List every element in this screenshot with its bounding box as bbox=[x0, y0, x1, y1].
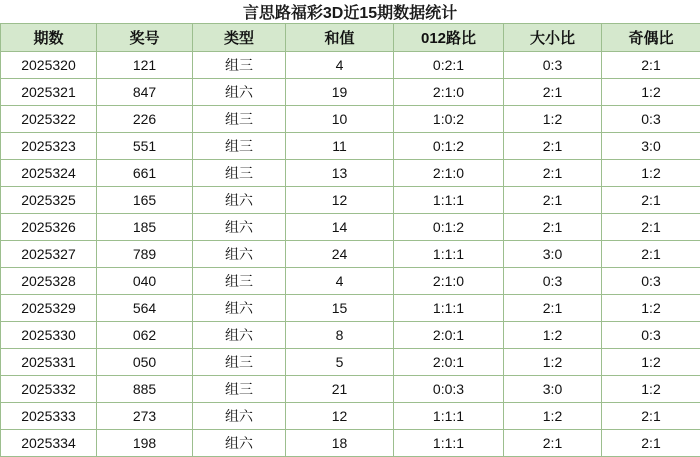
table-row bbox=[1, 214, 700, 241]
cell-012-ratio: 1:1:1 bbox=[394, 295, 504, 322]
page-title: 言思路福彩3D近15期数据统计 bbox=[243, 0, 457, 23]
cell-number: 273 bbox=[97, 403, 193, 430]
cell-big-small-ratio: 2:1 bbox=[504, 430, 602, 457]
cell-type: 组六 bbox=[193, 241, 286, 268]
cell-odd-even-ratio: 1:2 bbox=[602, 295, 700, 322]
cell-odd-even-ratio: 1:2 bbox=[602, 79, 700, 106]
cell-type: 组六 bbox=[193, 430, 286, 457]
cell-sum: 10 bbox=[286, 106, 394, 133]
cell-big-small-ratio: 0:3 bbox=[504, 52, 602, 79]
cell-odd-even-ratio: 3:0 bbox=[602, 133, 700, 160]
cell-big-small-ratio: 3:0 bbox=[504, 376, 602, 403]
cell-sum: 12 bbox=[286, 187, 394, 214]
cell-sum: 4 bbox=[286, 268, 394, 295]
cell-period: 2025324 bbox=[1, 160, 97, 187]
cell-sum: 4 bbox=[286, 52, 394, 79]
cell-big-small-ratio: 1:2 bbox=[504, 403, 602, 430]
cell-odd-even-ratio: 0:3 bbox=[602, 268, 700, 295]
table-row bbox=[1, 349, 700, 376]
cell-012-ratio: 1:1:1 bbox=[394, 241, 504, 268]
cell-period: 2025332 bbox=[1, 376, 97, 403]
column-header-odd-even-ratio: 奇偶比 bbox=[602, 24, 700, 52]
cell-type: 组三 bbox=[193, 52, 286, 79]
cell-odd-even-ratio: 2:1 bbox=[602, 430, 700, 457]
cell-big-small-ratio: 2:1 bbox=[504, 214, 602, 241]
column-header-number: 奖号 bbox=[97, 24, 193, 52]
cell-odd-even-ratio: 1:2 bbox=[602, 376, 700, 403]
cell-big-small-ratio: 2:1 bbox=[504, 295, 602, 322]
cell-period: 2025322 bbox=[1, 106, 97, 133]
cell-012-ratio: 2:1:0 bbox=[394, 79, 504, 106]
cell-odd-even-ratio: 1:2 bbox=[602, 160, 700, 187]
cell-number: 789 bbox=[97, 241, 193, 268]
cell-012-ratio: 1:0:2 bbox=[394, 106, 504, 133]
table-header-row bbox=[1, 24, 700, 52]
column-header-012-ratio: 012路比 bbox=[394, 24, 504, 52]
cell-sum: 5 bbox=[286, 349, 394, 376]
cell-big-small-ratio: 2:1 bbox=[504, 79, 602, 106]
cell-big-small-ratio: 1:2 bbox=[504, 106, 602, 133]
cell-number: 040 bbox=[97, 268, 193, 295]
cell-type: 组三 bbox=[193, 268, 286, 295]
cell-period: 2025323 bbox=[1, 133, 97, 160]
cell-012-ratio: 2:1:0 bbox=[394, 160, 504, 187]
cell-type: 组三 bbox=[193, 133, 286, 160]
cell-number: 198 bbox=[97, 430, 193, 457]
cell-period: 2025325 bbox=[1, 187, 97, 214]
cell-period: 2025328 bbox=[1, 268, 97, 295]
cell-number: 121 bbox=[97, 52, 193, 79]
cell-number: 062 bbox=[97, 322, 193, 349]
cell-sum: 8 bbox=[286, 322, 394, 349]
cell-big-small-ratio: 2:1 bbox=[504, 133, 602, 160]
cell-type: 组六 bbox=[193, 187, 286, 214]
cell-012-ratio: 2:0:1 bbox=[394, 322, 504, 349]
cell-odd-even-ratio: 2:1 bbox=[602, 187, 700, 214]
cell-012-ratio: 0:1:2 bbox=[394, 133, 504, 160]
cell-type: 组六 bbox=[193, 403, 286, 430]
cell-big-small-ratio: 3:0 bbox=[504, 241, 602, 268]
table-row bbox=[1, 403, 700, 430]
cell-012-ratio: 1:1:1 bbox=[394, 187, 504, 214]
cell-sum: 15 bbox=[286, 295, 394, 322]
cell-number: 885 bbox=[97, 376, 193, 403]
cell-sum: 18 bbox=[286, 430, 394, 457]
table-row bbox=[1, 187, 700, 214]
cell-number: 661 bbox=[97, 160, 193, 187]
cell-012-ratio: 0:1:2 bbox=[394, 214, 504, 241]
cell-012-ratio: 2:0:1 bbox=[394, 349, 504, 376]
cell-type: 组六 bbox=[193, 214, 286, 241]
cell-big-small-ratio: 1:2 bbox=[504, 349, 602, 376]
cell-type: 组六 bbox=[193, 79, 286, 106]
cell-number: 226 bbox=[97, 106, 193, 133]
table-row bbox=[1, 268, 700, 295]
cell-sum: 19 bbox=[286, 79, 394, 106]
cell-type: 组六 bbox=[193, 295, 286, 322]
cell-number: 165 bbox=[97, 187, 193, 214]
cell-big-small-ratio: 2:1 bbox=[504, 160, 602, 187]
cell-odd-even-ratio: 2:1 bbox=[602, 52, 700, 79]
table-row bbox=[1, 52, 700, 79]
table-row bbox=[1, 160, 700, 187]
cell-odd-even-ratio: 0:3 bbox=[602, 322, 700, 349]
cell-type: 组三 bbox=[193, 349, 286, 376]
cell-sum: 12 bbox=[286, 403, 394, 430]
statistics-table bbox=[0, 23, 700, 457]
column-header-sum: 和值 bbox=[286, 24, 394, 52]
cell-012-ratio: 1:1:1 bbox=[394, 403, 504, 430]
cell-period: 2025321 bbox=[1, 79, 97, 106]
table-row bbox=[1, 79, 700, 106]
cell-type: 组三 bbox=[193, 106, 286, 133]
table-row bbox=[1, 376, 700, 403]
cell-odd-even-ratio: 2:1 bbox=[602, 214, 700, 241]
cell-period: 2025333 bbox=[1, 403, 97, 430]
cell-period: 2025326 bbox=[1, 214, 97, 241]
table-row bbox=[1, 241, 700, 268]
cell-sum: 24 bbox=[286, 241, 394, 268]
cell-number: 185 bbox=[97, 214, 193, 241]
cell-sum: 14 bbox=[286, 214, 394, 241]
table-row bbox=[1, 430, 700, 457]
cell-period: 2025330 bbox=[1, 322, 97, 349]
page-title-bar bbox=[0, 0, 700, 23]
cell-type: 组三 bbox=[193, 160, 286, 187]
cell-period: 2025320 bbox=[1, 52, 97, 79]
table-row bbox=[1, 106, 700, 133]
cell-number: 564 bbox=[97, 295, 193, 322]
cell-period: 2025331 bbox=[1, 349, 97, 376]
cell-odd-even-ratio: 1:2 bbox=[602, 349, 700, 376]
cell-type: 组三 bbox=[193, 376, 286, 403]
column-header-big-small-ratio: 大小比 bbox=[504, 24, 602, 52]
table-body bbox=[1, 52, 700, 457]
cell-big-small-ratio: 0:3 bbox=[504, 268, 602, 295]
cell-big-small-ratio: 2:1 bbox=[504, 187, 602, 214]
cell-012-ratio: 1:1:1 bbox=[394, 430, 504, 457]
cell-sum: 11 bbox=[286, 133, 394, 160]
cell-odd-even-ratio: 2:1 bbox=[602, 241, 700, 268]
cell-012-ratio: 0:0:3 bbox=[394, 376, 504, 403]
cell-number: 847 bbox=[97, 79, 193, 106]
cell-sum: 13 bbox=[286, 160, 394, 187]
cell-number: 551 bbox=[97, 133, 193, 160]
cell-odd-even-ratio: 2:1 bbox=[602, 403, 700, 430]
cell-period: 2025327 bbox=[1, 241, 97, 268]
cell-odd-even-ratio: 0:3 bbox=[602, 106, 700, 133]
cell-period: 2025329 bbox=[1, 295, 97, 322]
cell-sum: 21 bbox=[286, 376, 394, 403]
cell-type: 组六 bbox=[193, 322, 286, 349]
cell-big-small-ratio: 1:2 bbox=[504, 322, 602, 349]
cell-number: 050 bbox=[97, 349, 193, 376]
column-header-period: 期数 bbox=[1, 24, 97, 52]
column-header-type: 类型 bbox=[193, 24, 286, 52]
cell-012-ratio: 0:2:1 bbox=[394, 52, 504, 79]
table-row bbox=[1, 133, 700, 160]
table-row bbox=[1, 295, 700, 322]
cell-period: 2025334 bbox=[1, 430, 97, 457]
cell-012-ratio: 2:1:0 bbox=[394, 268, 504, 295]
table-row bbox=[1, 322, 700, 349]
